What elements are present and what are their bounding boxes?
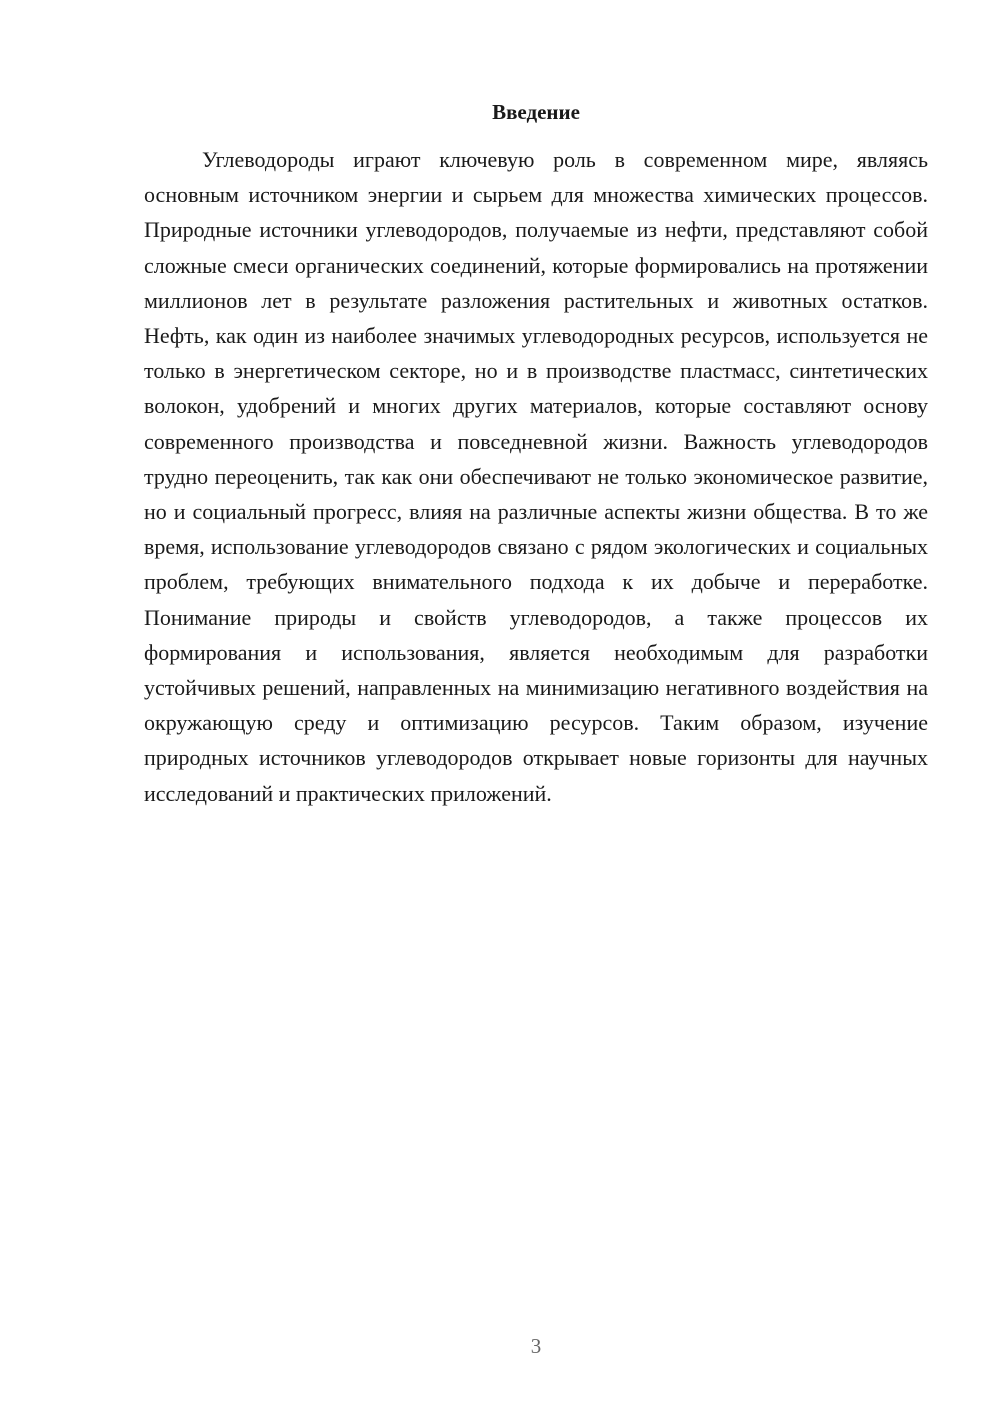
section-heading: Введение [492,100,580,124]
introduction-paragraph: Углеводороды играют ключевую роль в современном мире, являясь основным источником энергии и сырьем для множества химических процессов. Природные источники углеводородов, получаемые из нефти, представляют собой сложные смеси органических соединений, которые формировались на протяжении миллионов лет в результате разложения растительных и животных остатков. Нефть, как один из наиболее значимых углеводородных ресурсов, используется не только в энергетическом секторе, но и в производстве пластмасс, синтетических волокон, удобрений и многих других материалов, которые составляют основу современного производства и повседневной жизни. Важность углеводородов трудно переоценить, так как они обеспечивают не только экономическое развитие, но и социальный прогресс, влияя на различные аспекты жизни общества. В то же время, использование углеводородов связано с рядом экологических и социальных проблем, требующих внимательного подхода к их добыче и переработке. Понимание природы и свойств углеводородов, а также процессов их формирования и использования, является необходимым для разработки устойчивых решений, направленных на минимизацию негативного воздействия на окружающую среду и оптимизацию ресурсов. Таким образом, изучение природных источников углеводородов открывает новые горизонты для научных исследований и практических приложений. [144,147,928,806]
page-number: 3 [530,1334,542,1358]
